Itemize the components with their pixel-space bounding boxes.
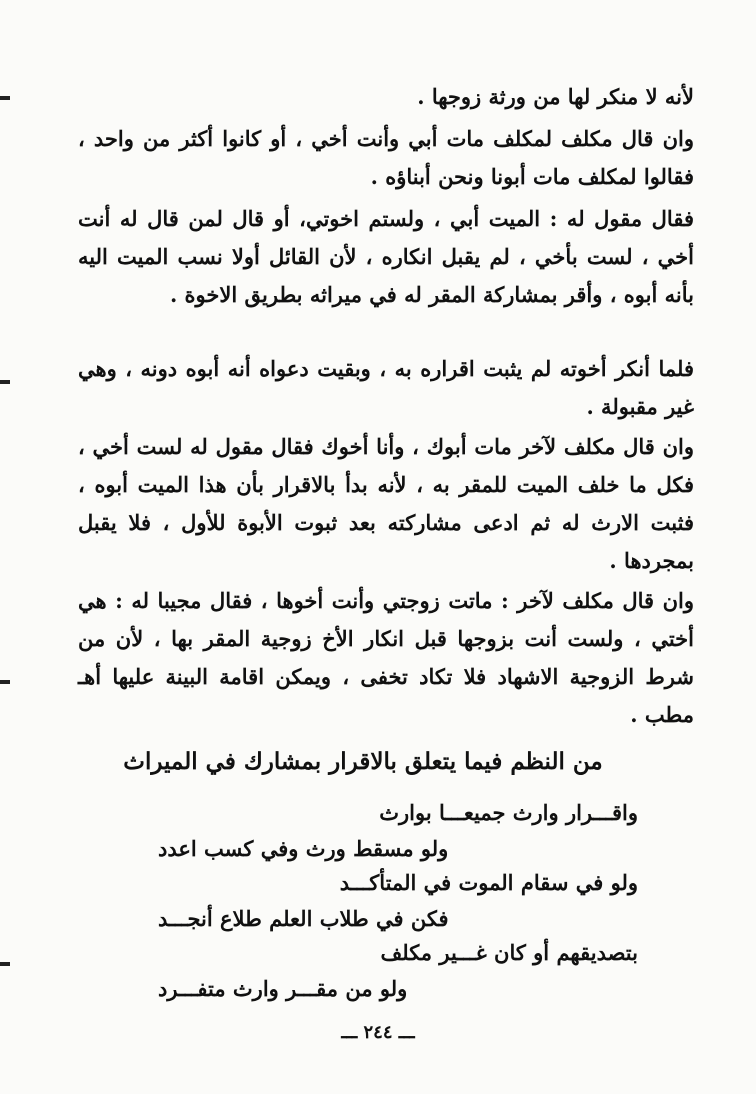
paragraph: وان قال مكلف لآخر مات أبوك ، وأنا أخوك فقال مقول له لست أخي ، فكل ما خلف الميت للمقر به ، لأنه بدأ بالاقرار بأن هذا الميت أبوه ، فثبت الارث له ثم ادعى مشاركته بعد ثبوت الأبوة للأول ، فلا يقبل بمجردها . <box>78 434 694 573</box>
margin-mark <box>0 96 10 100</box>
page-number: ـــ ٢٤٤ ـــ <box>341 1022 415 1043</box>
paragraph: وان قال مكلف لآخر : ماتت زوجتي وأنت أخوها ، فقال مجيبا له : هي أختي ، ولست أنت بزوجها قبل انكار الأخ زوجية المقر بها ، لأن من شرط الزوجية الاشهاد فلا تكاد تخفى ، ويمكن اقامة البينة عليها أهـ مطب . <box>78 588 694 727</box>
poem-verse: ولو في سقام الموت في المتأكـــد <box>339 870 638 895</box>
margin-mark <box>0 380 10 384</box>
poem-verse: ولو من مقـــر وارث متفـــرد <box>158 976 408 1001</box>
paragraph: فقال مقول له : الميت أبي ، ولستم اخوتي، أو قال لمن قال له أنت أخي ، لست بأخي ، لم يقبل انكاره ، لأن القائل أولا نسب الميت اليه بأنه أبوه ، وأقر بمشاركة المقر له في ميراثه بطريق الاخوة . <box>78 206 694 307</box>
poem-verse: فكن في طلاب العلم طلاع أنجـــد <box>158 906 449 931</box>
poem-verse: بتصديقهم أو كان غـــير مكلف <box>380 940 638 965</box>
margin-mark <box>0 962 10 966</box>
poem-verse: ولو مسقط ورث وفي كسب اعدد <box>158 836 449 861</box>
paragraph: وان قال مكلف لمكلف مات أبي وأنت أخي ، أو كانوا أكثر من واحد ، فقالوا لمكلف مات أبونا ونحن أبناؤه . <box>78 126 694 189</box>
margin-mark <box>0 680 10 684</box>
poem-verse: واقـــرار وارث جميعـــا بوارث <box>379 800 638 825</box>
paragraph: لأنه لا منكر لها من ورثة زوجها . <box>417 84 694 109</box>
section-heading: من النظم فيما يتعلق بالاقرار بمشارك في الميراث <box>123 748 603 775</box>
paragraph: فلما أنكر أخوته لم يثبت اقراره به ، وبقيت دعواه أنه أبوه دونه ، وهي غير مقبولة . <box>78 356 694 419</box>
